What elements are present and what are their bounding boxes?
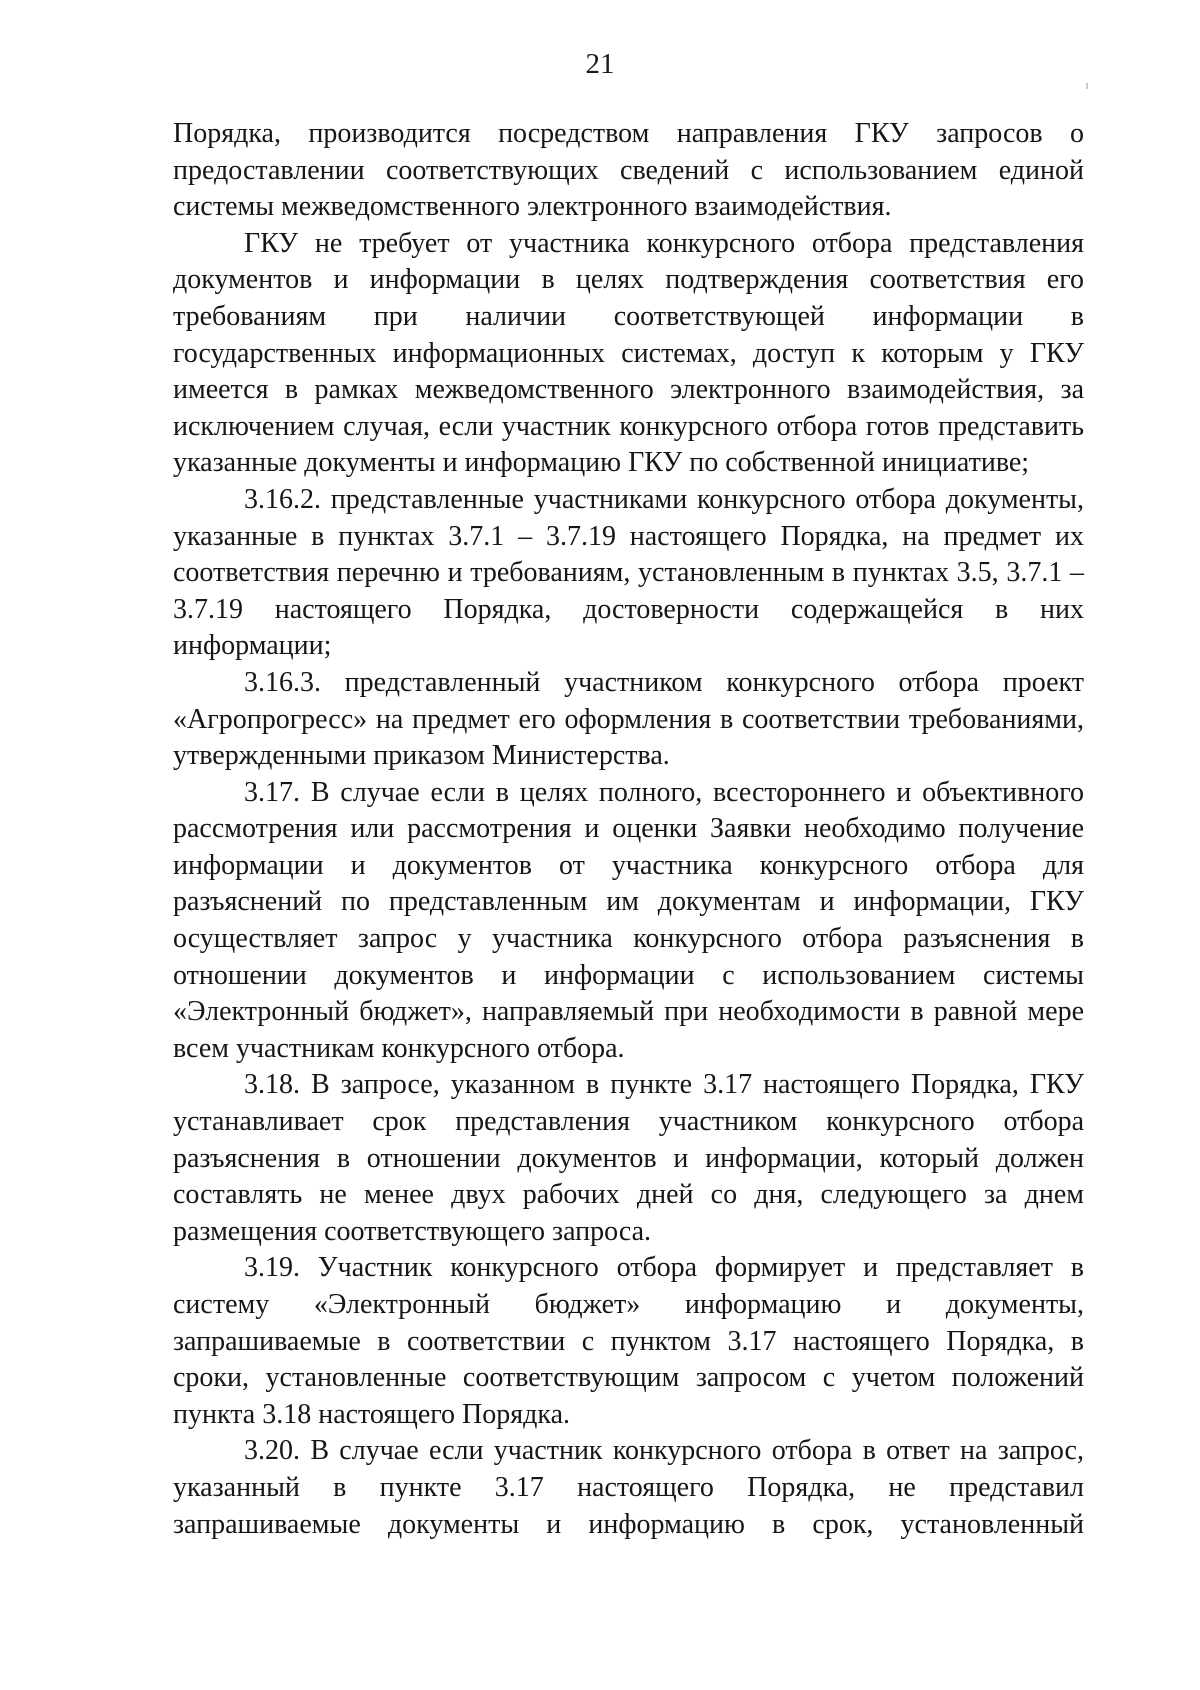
- paragraph-3-17: 3.17. В случае если в целях полного, всестороннего и объективного рассмотрения или рассмотрения и оценки Заявки необходимо получение информации и документов от участника конкурсного отбора для разъяснений по представленным им документам и информации, ГКУ осуществляет запрос у участника конкурсного отбора разъяснения в отношении документов и информации с использованием системы «Электронный бюджет», направляемый при необходимости в равной мере всем участникам конкурсного отбора.: [173, 776, 1084, 1064]
- paragraph-3-20: 3.20. В случае если участник конкурсного отбора в ответ на запрос, указанный в пункте 3.17 настоящего Порядка, не представил запрашиваемые документы и информацию в срок, установленный: [173, 1435, 1084, 1540]
- paragraph-3-16-2: 3.16.2. представленные участниками конкурсного отбора документы, указанные в пунктах 3.7.1 – 3.7.19 настоящего Порядка, на предмет их соответствия перечню и требованиям, установленным в пунктах 3.5, 3.7.1 – 3.7.19 настоящего Порядка, достоверности содержащейся в них информации;: [173, 483, 1084, 662]
- paragraph-3-16-3: 3.16.3. представленный участником конкурсного отбора проект «Агропрогресс» на предмет его оформления в соответствии требованиями, утвержденными приказом Министерства.: [173, 666, 1084, 772]
- paragraph-3-18: 3.18. В запросе, указанном в пункте 3.17 настоящего Порядка, ГКУ устанавливает срок представления участником конкурсного отбора разъяснения в отношении документов и информации, который должен составлять не менее двух рабочих дней со дня, следующего за днем размещения соответствующего запроса.: [173, 1069, 1084, 1247]
- scan-mark: [1086, 83, 1088, 89]
- paragraph-3-19: 3.19. Участник конкурсного отбора формирует и представляет в систему «Электронный бюджет» информацию и документы, запрашиваемые в соответствии с пунктом 3.17 настоящего Порядка, в сроки, установленные соответствующим запросом с учетом положений пункта 3.18 настоящего Порядка.: [173, 1252, 1084, 1430]
- document-body: [173, 116, 1084, 1543]
- paragraph-continuation: Порядка, производится посредством направления ГКУ запросов о предоставлении соответствующих сведений с использованием единой системы межведомственного электронного взаимодействия.: [173, 118, 1084, 223]
- page-number: 21: [585, 48, 615, 80]
- paragraph-gku-requirements: ГКУ не требует от участника конкурсного отбора представления документов и информации в целях подтверждения соответствия его требованиям при наличии соответствующей информации в государственных информационных системах, доступ к которым у ГКУ имеется в рамках межведомственного электронного взаимодействия, за исключением случая, если участник конкурсного отбора готов представить указанные документы и информацию ГКУ по собственной инициативе;: [173, 227, 1084, 479]
